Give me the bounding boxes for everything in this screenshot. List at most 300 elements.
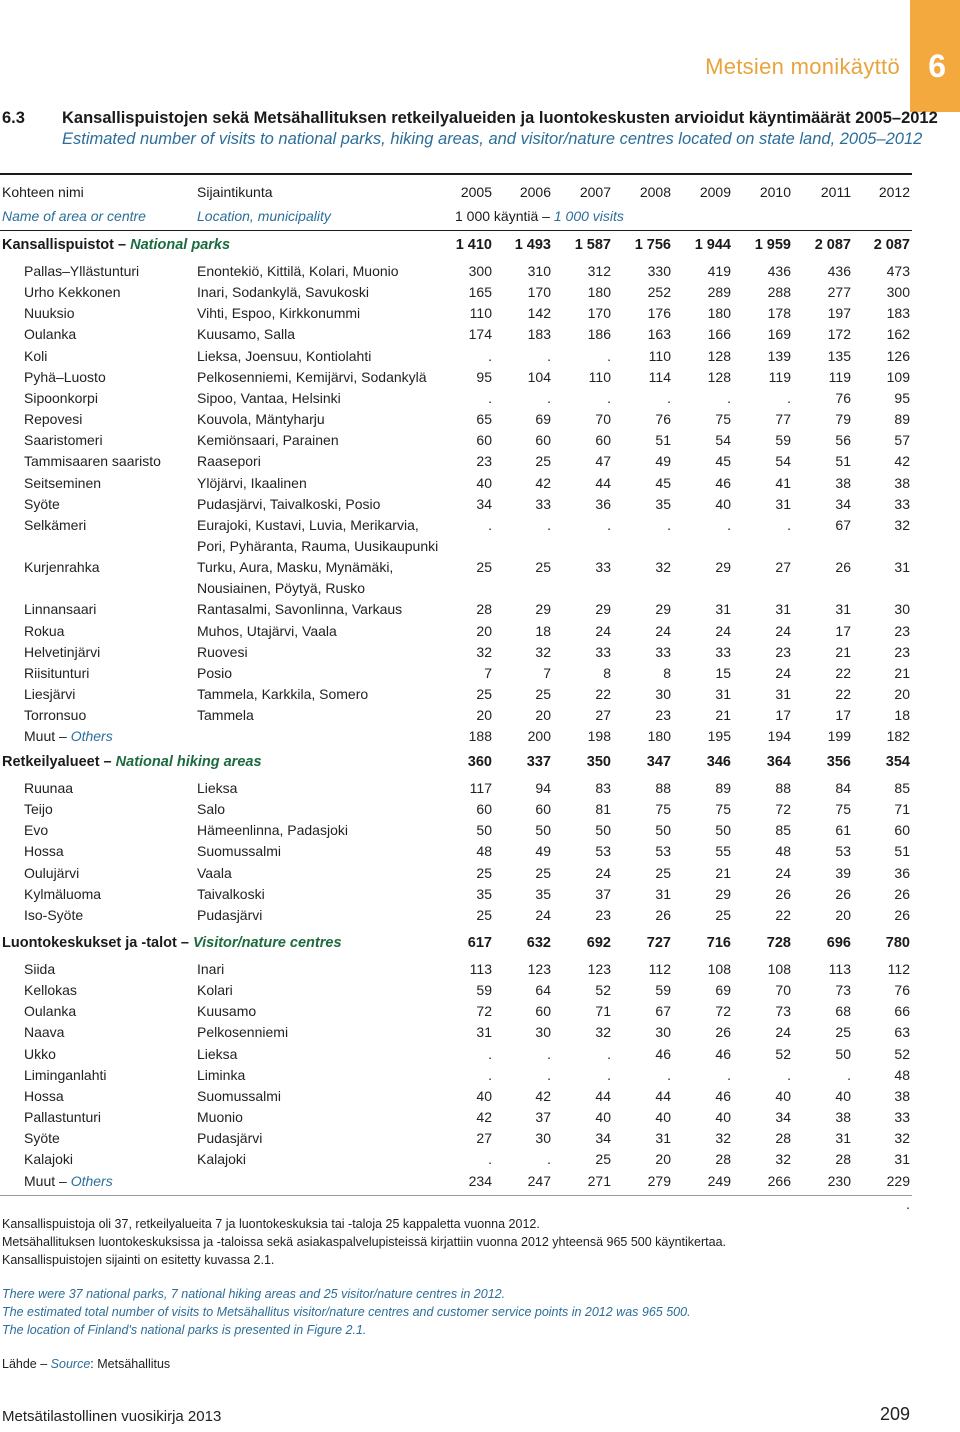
- table-cell: 279: [647, 1172, 671, 1189]
- table-cell: 33: [894, 1109, 910, 1126]
- table-cell: 31: [835, 1130, 851, 1147]
- table-cell: 52: [595, 982, 611, 999]
- table-cell: 94: [535, 780, 551, 796]
- header-unit-en: 1 000 visits: [553, 208, 624, 224]
- source-label-en: Source: [50, 1357, 91, 1371]
- table-cell: 60: [476, 432, 492, 449]
- row-name: [24, 843, 64, 859]
- table-cell: 119: [828, 368, 851, 385]
- table-cell: 194: [767, 728, 791, 745]
- table-cell: 312: [587, 263, 611, 279]
- row-name: [24, 263, 139, 279]
- row-name: [24, 686, 75, 702]
- section-total-cell: 2 087: [873, 237, 910, 253]
- row-location: Lieksa, Joensuu, Kontiolahti: [197, 347, 372, 364]
- table-cell: 23: [655, 707, 671, 724]
- table-cell: .: [787, 389, 791, 406]
- table-cell: .: [607, 516, 611, 533]
- table-cell: 109: [886, 368, 910, 385]
- row-name-fi: Pallastunturi: [24, 1109, 102, 1126]
- table-cell: 25: [476, 686, 492, 702]
- table-cell: 25: [476, 906, 492, 923]
- table-cell: 108: [707, 961, 731, 977]
- table-row: [0, 623, 912, 644]
- table-title-fi: Kansallispuistojen sekä Metsähallituksen retkeilyalueiden ja luontokeskusten arvioidut käyntimäärät 2005–2012: [62, 109, 938, 127]
- table-cell: 21: [835, 643, 851, 660]
- stray-dot: .: [906, 1196, 910, 1212]
- table-cell: 174: [468, 326, 492, 343]
- row-name-fi: Kurjenrahka: [24, 559, 100, 576]
- section-total-row: [0, 237, 912, 259]
- row-name: [24, 453, 161, 469]
- source-line: [2, 1357, 170, 1371]
- row-name-fi: Muut –: [24, 1172, 67, 1189]
- table-row: [0, 982, 912, 1003]
- table-cell: 60: [476, 801, 492, 818]
- table-cell: 42: [894, 453, 910, 470]
- row-name-fi: Siida: [24, 961, 56, 977]
- table-cell: 33: [595, 559, 611, 576]
- table-cell: 25: [655, 864, 671, 881]
- section-total-cell: 347: [646, 754, 671, 770]
- row-location: Pudasjärvi: [197, 1130, 263, 1147]
- header-name-fi: Kohteen nimi: [2, 184, 84, 200]
- table-cell: 22: [835, 686, 851, 702]
- table-cell: 178: [767, 305, 791, 322]
- row-location: Salo: [197, 801, 226, 818]
- table-cell: 40: [715, 495, 731, 512]
- table-cell: 20: [476, 707, 492, 724]
- row-name-fi: Helvetinjärvi: [24, 643, 101, 660]
- table-cell: 26: [715, 1024, 731, 1041]
- table-cell: .: [727, 1066, 731, 1083]
- table-cell: 48: [775, 843, 791, 860]
- table-cell: 42: [476, 1109, 492, 1126]
- table-cell: 60: [535, 801, 551, 818]
- table-cell: 252: [647, 284, 671, 301]
- table-cell: 163: [647, 326, 671, 343]
- table-cell: 35: [476, 885, 492, 902]
- table-number: 6.3: [2, 109, 25, 127]
- table-cell: 46: [655, 1045, 671, 1062]
- table-cell: 183: [886, 305, 910, 322]
- table-cell: 24: [655, 622, 671, 639]
- table-row: [0, 961, 912, 982]
- table-cell: 53: [655, 843, 671, 860]
- table-row: [0, 390, 912, 411]
- table-cell: 40: [775, 1087, 791, 1104]
- table-cell: 70: [775, 982, 791, 999]
- row-name-fi: Tammisaaren saaristo: [24, 453, 161, 470]
- table-cell: 40: [715, 1109, 731, 1126]
- section-total-cell: 632: [526, 935, 551, 951]
- row-name: [24, 982, 77, 998]
- table-row: [0, 1024, 912, 1045]
- table-cell: 21: [715, 707, 731, 724]
- table-cell: 33: [655, 643, 671, 660]
- table-row: [0, 865, 912, 886]
- table-row: [0, 1067, 912, 1088]
- row-name: [24, 665, 89, 681]
- table-cell: 65: [476, 411, 492, 428]
- table-cell: 67: [655, 1003, 671, 1020]
- row-name: [24, 961, 55, 977]
- row-name-en: Others: [70, 728, 113, 745]
- section-total-cell: 364: [766, 754, 791, 770]
- row-name: [24, 517, 86, 533]
- table-cell: 72: [775, 801, 791, 818]
- table-cell: 230: [827, 1172, 851, 1189]
- table-cell: 50: [715, 822, 731, 839]
- table-cell: .: [727, 389, 731, 406]
- table-cell: 31: [655, 1130, 671, 1147]
- table-cell: 247: [527, 1172, 551, 1189]
- table-cell: 55: [715, 843, 731, 860]
- row-location: Kalajoki: [197, 1151, 247, 1168]
- source-value: : Metsähallitus: [90, 1357, 171, 1371]
- publication-title: Metsätilastollinen vuosikirja 2013: [2, 1408, 222, 1425]
- row-name: [24, 1173, 113, 1189]
- section-total-cell: 727: [646, 935, 671, 951]
- table-cell: 44: [595, 474, 611, 491]
- header-year: 2009: [699, 184, 731, 200]
- row-location: Tammela: [197, 707, 254, 724]
- table-cell: 29: [715, 559, 731, 576]
- table-cell: 34: [775, 1109, 791, 1126]
- table-cell: 44: [655, 1087, 671, 1104]
- table-cell: 75: [715, 411, 731, 428]
- table-cell: 166: [707, 326, 731, 343]
- table-title: [2, 109, 938, 128]
- table-cell: 77: [775, 411, 791, 428]
- header-location-fi: Sijaintikunta: [197, 184, 273, 200]
- table-cell: 32: [715, 1130, 731, 1147]
- row-name-fi: Koli: [24, 347, 48, 364]
- table-cell: 23: [595, 906, 611, 923]
- row-location: Sipoo, Vantaa, Helsinki: [197, 389, 341, 406]
- row-name-fi: Oulanka: [24, 326, 77, 343]
- row-name-fi: Liesjärvi: [24, 686, 76, 702]
- row-name-fi: Sipoonkorpi: [24, 389, 98, 406]
- table-cell: 31: [775, 686, 791, 702]
- row-location: Inari: [197, 961, 225, 977]
- table-cell: 310: [527, 263, 551, 279]
- section-total-cell: 692: [586, 935, 611, 951]
- table-row: [0, 1046, 912, 1067]
- table-cell: 31: [715, 601, 731, 618]
- table-cell: 83: [595, 780, 611, 796]
- row-name-fi: Oulujärvi: [24, 864, 80, 881]
- table-cell: 95: [476, 368, 492, 385]
- table-cell: 117: [469, 780, 492, 796]
- header-year: 2012: [878, 184, 910, 200]
- table-cell: 37: [535, 1109, 551, 1126]
- table-cell: 27: [595, 707, 611, 724]
- header-year: 2005: [460, 184, 492, 200]
- section-total-row: [0, 935, 912, 957]
- section-label-fi: Luontokeskukset ja -talot –: [2, 935, 189, 951]
- table-cell: 24: [535, 906, 551, 923]
- section-total-cell: 360: [467, 754, 492, 770]
- section-label: [2, 935, 342, 951]
- row-name: [24, 1151, 73, 1167]
- table-cell: 17: [775, 707, 791, 724]
- table-cell: 38: [835, 1109, 851, 1126]
- table-cell: .: [488, 347, 492, 364]
- table-cell: 54: [775, 453, 791, 470]
- table-cell: 8: [663, 664, 671, 681]
- section-total-cell: 354: [885, 754, 910, 770]
- section-total-cell: 1 944: [694, 237, 731, 253]
- row-location: Taivalkoski: [197, 885, 265, 902]
- table-row: [0, 707, 912, 728]
- table-cell: 70: [595, 411, 611, 428]
- table-row: [0, 348, 912, 369]
- chapter-tab: [910, 0, 960, 112]
- section-label-en: National hiking areas: [115, 754, 262, 770]
- table-cell: 26: [894, 885, 910, 902]
- section-total-cell: 696: [826, 935, 851, 951]
- table-bottom-rule: [0, 1195, 912, 1196]
- table-cell: .: [847, 1066, 851, 1083]
- table-cell: 88: [775, 780, 791, 796]
- table-cell: 45: [655, 474, 671, 491]
- table-cell: .: [667, 516, 671, 533]
- table-cell: 113: [828, 961, 851, 977]
- table-cell: 139: [767, 347, 791, 364]
- row-location: Kuusamo, Salla: [197, 326, 296, 343]
- table-cell: 25: [535, 559, 551, 576]
- table-cell: 30: [655, 686, 671, 702]
- table-cell: 17: [835, 707, 851, 724]
- table-cell: 29: [535, 601, 551, 618]
- row-name-fi: Torronsuo: [24, 707, 87, 724]
- table-cell: 51: [655, 432, 671, 449]
- table-cell: .: [547, 1045, 551, 1062]
- table-cell: 108: [767, 961, 791, 977]
- table-cell: 71: [595, 1003, 611, 1020]
- row-location: Hämeenlinna, Padasjoki: [197, 822, 348, 839]
- table-cell: 47: [595, 453, 611, 470]
- table-cell: 48: [894, 1066, 910, 1083]
- table-cell: 60: [535, 1003, 551, 1020]
- table-cell: .: [547, 1151, 551, 1168]
- table-cell: 61: [835, 822, 851, 839]
- table-cell: 24: [775, 622, 791, 639]
- table-cell: 32: [476, 643, 492, 660]
- table-cell: 22: [835, 664, 851, 681]
- table-cell: 24: [775, 664, 791, 681]
- table-cell: 180: [587, 284, 611, 301]
- table-cell: 112: [648, 961, 671, 977]
- table-cell: 32: [655, 559, 671, 576]
- table-cell: 21: [715, 864, 731, 881]
- source-label-fi: Lähde –: [2, 1357, 48, 1371]
- section-total-cell: 1 959: [754, 237, 791, 253]
- table-cell: 18: [535, 622, 551, 639]
- table-cell: 182: [886, 728, 910, 745]
- table-cell: 29: [655, 601, 671, 618]
- row-name: [24, 1067, 107, 1083]
- row-name-fi: Hossa: [24, 1087, 64, 1104]
- table-cell: .: [667, 389, 671, 406]
- row-name: [24, 644, 100, 660]
- table-cell: 288: [767, 284, 791, 301]
- table-cell: 46: [715, 474, 731, 491]
- row-name: [24, 559, 100, 575]
- table-cell: 31: [476, 1024, 492, 1041]
- row-name: [24, 801, 53, 817]
- table-cell: .: [607, 1045, 611, 1062]
- table-row: [0, 475, 912, 496]
- table-cell: 266: [767, 1172, 791, 1189]
- row-location: Vaala: [197, 864, 232, 881]
- table-cell: 42: [535, 474, 551, 491]
- table-cell: 40: [595, 1109, 611, 1126]
- table-cell: .: [488, 1151, 492, 1168]
- row-location: Ruovesi: [197, 643, 248, 660]
- table-cell: 183: [527, 326, 551, 343]
- table-cell: 40: [476, 1087, 492, 1104]
- table-cell: 24: [595, 864, 611, 881]
- table-cell: 112: [887, 961, 910, 977]
- table-cell: 38: [835, 474, 851, 491]
- table-cell: .: [547, 347, 551, 364]
- row-name: [24, 284, 121, 300]
- table-row: [0, 601, 912, 622]
- table-cell: 89: [715, 780, 731, 796]
- table-cell: 249: [707, 1172, 731, 1189]
- row-name: [24, 1109, 101, 1125]
- table-top-rule: [0, 173, 912, 175]
- row-name-fi: Syöte: [24, 495, 60, 512]
- table-cell: 34: [835, 495, 851, 512]
- table-cell: 44: [595, 1087, 611, 1104]
- table-cell: 33: [595, 643, 611, 660]
- header-year: 2006: [519, 184, 551, 200]
- row-location: Turku, Aura, Masku, Mynämäki,: [197, 559, 394, 576]
- table-cell: 229: [886, 1172, 910, 1189]
- table-cell: 59: [476, 982, 492, 999]
- table-cell: 26: [655, 906, 671, 923]
- row-name: [24, 390, 98, 406]
- table-row: [0, 263, 912, 284]
- table-cell: 22: [595, 686, 611, 702]
- note-fi-1: Kansallispuistoja oli 37, retkeilyalueita 7 ja luontokeskuksia tai -taloja 25 kappaletta vuonna 2012.: [2, 1217, 540, 1231]
- header-name-en: Name of area or centre: [2, 208, 146, 224]
- table-cell: 33: [715, 643, 731, 660]
- table-cell: 300: [886, 284, 910, 301]
- row-name-fi: Seitseminen: [24, 474, 102, 491]
- row-location-continued: Pori, Pyhäranta, Rauma, Uusikaupunki: [197, 537, 439, 554]
- table-cell: 113: [469, 961, 492, 977]
- row-location: Enontekiö, Kittilä, Kolari, Muonio: [197, 263, 399, 279]
- table-cell: 76: [894, 982, 910, 999]
- table-cell: .: [488, 1066, 492, 1083]
- table-cell: 25: [476, 864, 492, 881]
- table-cell: 25: [835, 1024, 851, 1041]
- table-cell: 28: [476, 601, 492, 618]
- note-en-1: There were 37 national parks, 7 national hiking areas and 25 visitor/nature centres in 2012.: [2, 1287, 506, 1301]
- row-name-fi: Naava: [24, 1024, 65, 1041]
- table-cell: 31: [655, 885, 671, 902]
- table-row: [0, 665, 912, 686]
- table-cell: 29: [595, 601, 611, 618]
- table-row: [0, 559, 912, 597]
- table-cell: .: [667, 1066, 671, 1083]
- table-cell: 41: [775, 474, 791, 491]
- table-cell: 53: [595, 843, 611, 860]
- section-total-cell: 1 756: [634, 237, 671, 253]
- table-cell: 20: [535, 707, 551, 724]
- row-location: Pudasjärvi: [197, 906, 263, 923]
- table-cell: 176: [647, 305, 671, 322]
- row-name: [24, 432, 103, 448]
- row-location: Suomussalmi: [197, 843, 282, 860]
- table-cell: 20: [894, 686, 910, 702]
- note-fi-2: Metsähallituksen luontokeskuksissa ja -taloissa sekä asiakaspalvelupisteissä kirjattiin vuonna 2012 yhteensä 965 500 käyntikertaa.: [2, 1235, 727, 1249]
- row-name-fi: Saaristomeri: [24, 432, 103, 449]
- table-row: [0, 1109, 912, 1130]
- table-cell: 60: [535, 432, 551, 449]
- table-cell: 27: [476, 1130, 492, 1147]
- table-cell: .: [488, 389, 492, 406]
- table-cell: 199: [827, 728, 851, 745]
- table-cell: 72: [715, 1003, 731, 1020]
- table-cell: 165: [468, 284, 492, 301]
- table-cell: 7: [484, 664, 492, 681]
- table-cell: 23: [476, 453, 492, 470]
- table-row: [0, 1088, 912, 1109]
- table-cell: 38: [894, 1087, 910, 1104]
- table-row: [0, 453, 912, 474]
- table-cell: 198: [587, 728, 611, 745]
- table-cell: 54: [715, 432, 731, 449]
- table-cell: 95: [894, 389, 910, 406]
- row-location: Ylöjärvi, Ikaalinen: [197, 474, 307, 491]
- section-label-en: Visitor/nature centres: [192, 935, 342, 951]
- table-cell: 37: [595, 885, 611, 902]
- table-cell: 26: [835, 885, 851, 902]
- table-cell: 31: [775, 601, 791, 618]
- row-location: Kuusamo: [197, 1003, 257, 1020]
- table-cell: 51: [835, 453, 851, 470]
- table-cell: .: [607, 1066, 611, 1083]
- table-cell: 33: [894, 495, 910, 512]
- table-cell: 81: [595, 801, 611, 818]
- table-cell: 71: [894, 801, 910, 818]
- section-total-cell: 1 410: [455, 237, 492, 253]
- table-row: [0, 644, 912, 665]
- table-cell: 436: [767, 263, 791, 279]
- table-cell: 24: [595, 622, 611, 639]
- table-cell: 277: [827, 284, 851, 301]
- table-cell: 48: [476, 843, 492, 860]
- table-cell: 30: [894, 601, 910, 618]
- row-name-fi: Liminganlahti: [24, 1066, 107, 1083]
- row-name: [24, 1088, 64, 1104]
- table-cell: 123: [527, 961, 551, 977]
- row-name: [24, 305, 75, 321]
- row-name: [24, 707, 86, 723]
- table-cell: 24: [775, 1024, 791, 1041]
- row-location: Kouvola, Mäntyharju: [197, 411, 325, 428]
- table-row: [0, 516, 912, 554]
- row-name: [24, 496, 60, 512]
- table-cell: 300: [468, 263, 492, 279]
- table-cell: 35: [535, 885, 551, 902]
- table-cell: 7: [543, 664, 551, 681]
